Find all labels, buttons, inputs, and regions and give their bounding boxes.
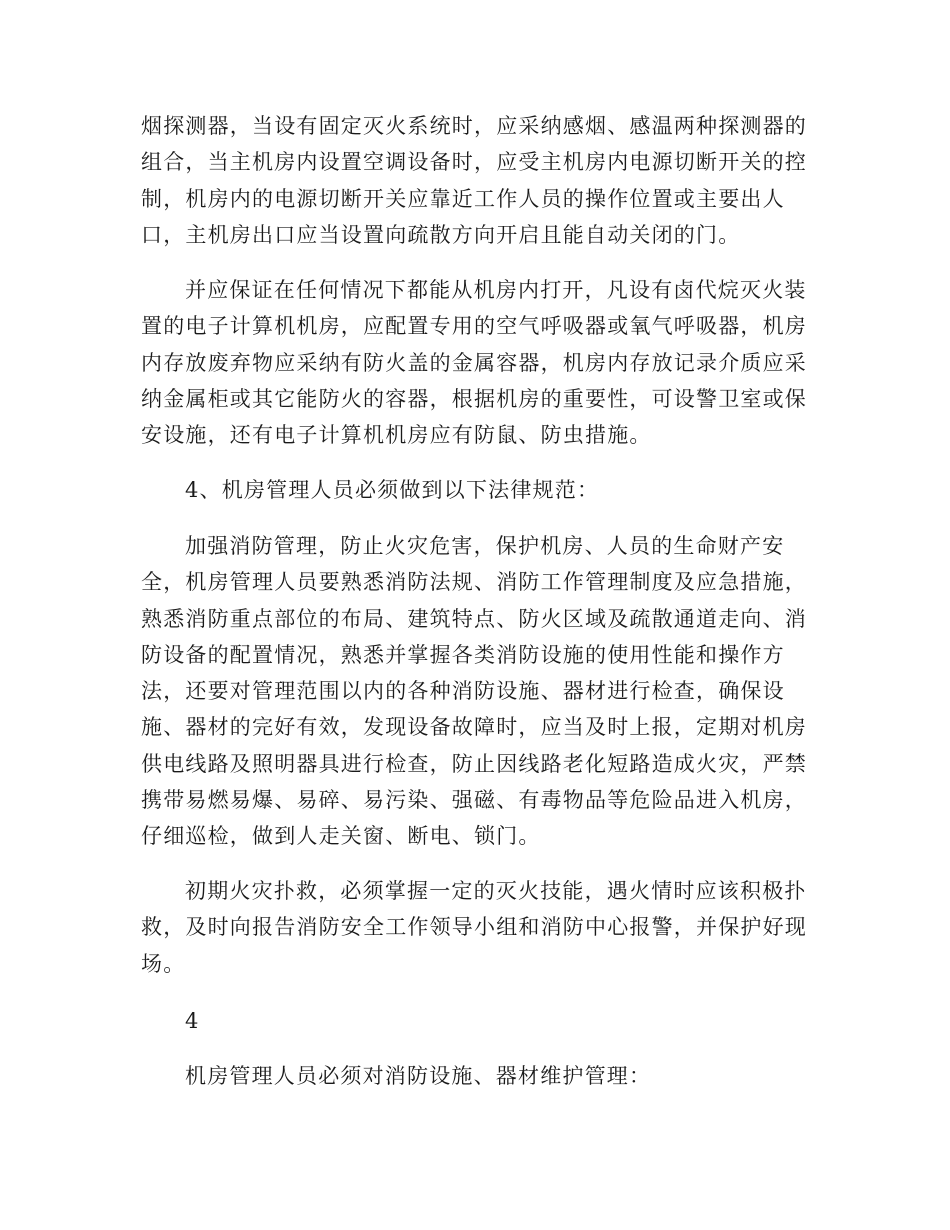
text-line: 救，及时向报告消防安全工作领导小组和消防中心报警，并保护好现 bbox=[141, 915, 807, 940]
text-line: 烟探测器，当设有固定灭火系统时，应采纳感烟、感温两种探测器的 bbox=[141, 114, 807, 138]
text-line: 全，机房管理人员要熟悉消防法规、消防工作管理制度及应急措施， bbox=[141, 570, 807, 595]
text-line: 熟悉消防重点部位的布局、建筑特点、防火区域及疏散通道走向、消 bbox=[141, 606, 807, 631]
section-heading bbox=[141, 472, 801, 508]
text-line: 纳金属柜或其它能防火的容器，根据机房的重要性，可设警卫室或保 bbox=[141, 386, 807, 411]
text-line: 组合，当主机房内设置空调设备时，应受主机房内电源切断开关的控 bbox=[141, 150, 807, 175]
text-line: 制，机房内的电源切断开关应靠近工作人员的操作位置或主要出人 bbox=[141, 186, 785, 211]
text-line: 4 bbox=[185, 1009, 200, 1033]
text-line: 供电线路及照明器具进行检查，防止因线路老化短路造成火灾，严禁 bbox=[141, 751, 807, 776]
paragraph-4 bbox=[141, 873, 807, 982]
text-line: 加强消防管理，防止火灾危害，保护机房、人员的生命财产安 bbox=[185, 534, 785, 558]
text-line: 场。 bbox=[141, 951, 186, 976]
text-line: 4、机房管理人员必须做到以下法律规范： bbox=[185, 478, 600, 502]
paragraph-3 bbox=[141, 528, 807, 855]
paragraph-1 bbox=[141, 108, 807, 253]
text-line: 法，还要对管理范围以内的各种消防设施、器材进行检查，确保设 bbox=[141, 679, 785, 704]
text-line: 口，主机房出口应当设置向疏散方向开启且能自动关闭的门。 bbox=[141, 222, 741, 247]
text-line: 安设施，还有电子计算机机房应有防鼠、防虫措施。 bbox=[141, 423, 652, 448]
text-line: 仔细巡检，做到人走关窗、断电、锁门。 bbox=[141, 824, 541, 849]
text-line: 并应保证在任何情况下都能从机房内打开，凡设有卤代烷灭火装 bbox=[185, 278, 807, 302]
paragraph-5 bbox=[141, 1058, 801, 1094]
section-number bbox=[141, 1003, 801, 1039]
text-line: 机房管理人员必须对消防设施、器材维护管理： bbox=[185, 1064, 652, 1088]
text-line: 内存放废弃物应采纳有防火盖的金属容器，机房内存放记录介质应采 bbox=[141, 350, 807, 375]
text-line: 初期火灾扑救，必须掌握一定的灭火技能，遇火情时应该积极扑 bbox=[185, 879, 807, 903]
text-line: 施、器材的完好有效，发现设备故障时，应当及时上报，定期对机房 bbox=[141, 715, 807, 740]
text-line: 置的电子计算机机房，应配置专用的空气呼吸器或氧气呼吸器，机房 bbox=[141, 314, 807, 339]
paragraph-2 bbox=[141, 272, 807, 453]
text-line: 携带易燃易爆、易碎、易污染、强磁、有毒物品等危险品进入机房， bbox=[141, 788, 807, 813]
text-line: 防设备的配置情况，熟悉并掌握各类消防设施的使用性能和操作方 bbox=[141, 642, 785, 667]
